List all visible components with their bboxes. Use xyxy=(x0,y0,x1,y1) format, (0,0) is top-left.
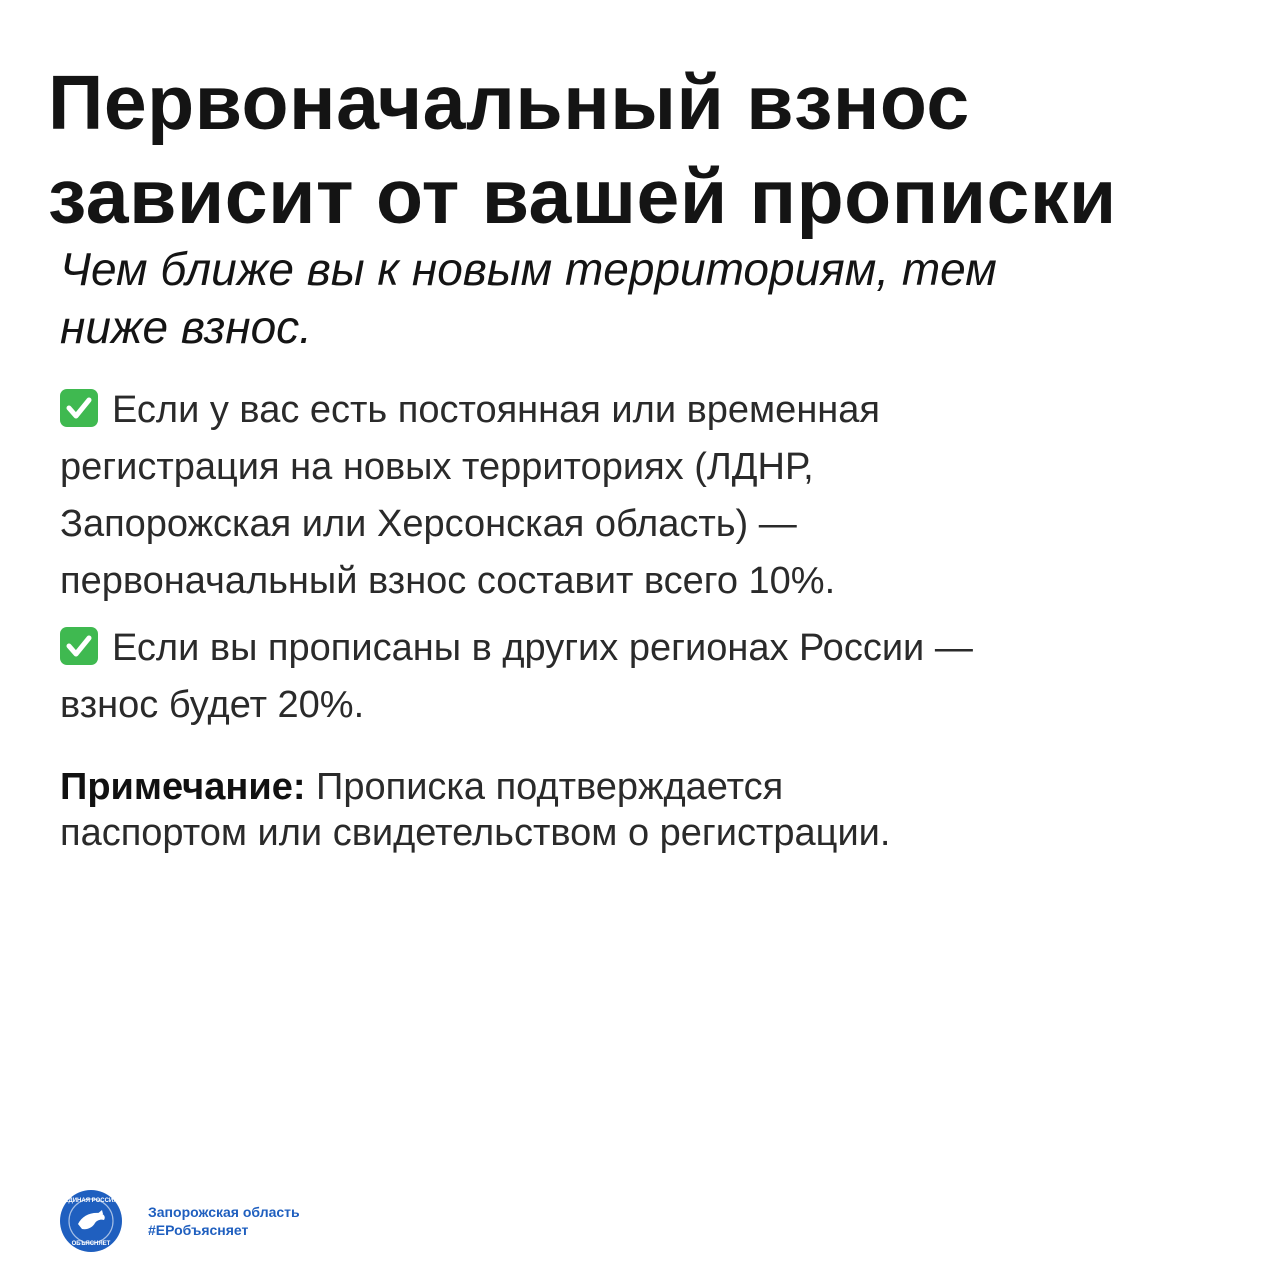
united-russia-logo xyxy=(60,1190,122,1252)
check-mark-icon xyxy=(60,627,98,665)
subtitle xyxy=(60,240,1240,356)
footer xyxy=(60,1190,300,1252)
item-2-line-2: взнос будет 20%. xyxy=(60,684,365,726)
subtitle-line-1: Чем ближе вы к новым территориям, тем xyxy=(60,243,997,295)
item-1-line-1: Если у вас есть постоянная или временная xyxy=(112,389,880,431)
item-1-line-4: первоначальный взнос составит всего 10%. xyxy=(60,560,836,602)
item-1-line-3: Запорожская или Херсонская область) — xyxy=(60,503,797,545)
item-1-line-2: регистрация на новых территориях (ЛДНР, xyxy=(60,446,814,488)
footer-region: Запорожская область xyxy=(148,1204,300,1220)
page-title xyxy=(48,56,1248,244)
list-item xyxy=(60,620,1240,734)
footer-hashtag: #ЕРобъясняет xyxy=(148,1222,249,1238)
note xyxy=(60,764,1240,856)
check-mark-icon xyxy=(60,389,98,427)
footer-text xyxy=(148,1203,300,1239)
subtitle-line-2: ниже взнос. xyxy=(60,301,312,353)
svg-text:ОБЪЯСНЯЕТ: ОБЪЯСНЯЕТ xyxy=(71,1241,111,1247)
title-line-2: зависит от вашей прописки xyxy=(48,154,1117,240)
title-line-1: Первоначальный взнос xyxy=(48,60,970,146)
list-item xyxy=(60,382,1240,610)
item-2-line-1: Если вы прописаны в других регионах России — xyxy=(112,627,973,669)
svg-text:ЕДИНАЯ РОССИЯ: ЕДИНАЯ РОССИЯ xyxy=(64,1198,118,1204)
note-line-1: Прописка подтверждается xyxy=(316,766,784,808)
note-line-2: паспортом или свидетельством о регистрации. xyxy=(60,812,891,854)
note-label: Примечание: xyxy=(60,766,306,808)
